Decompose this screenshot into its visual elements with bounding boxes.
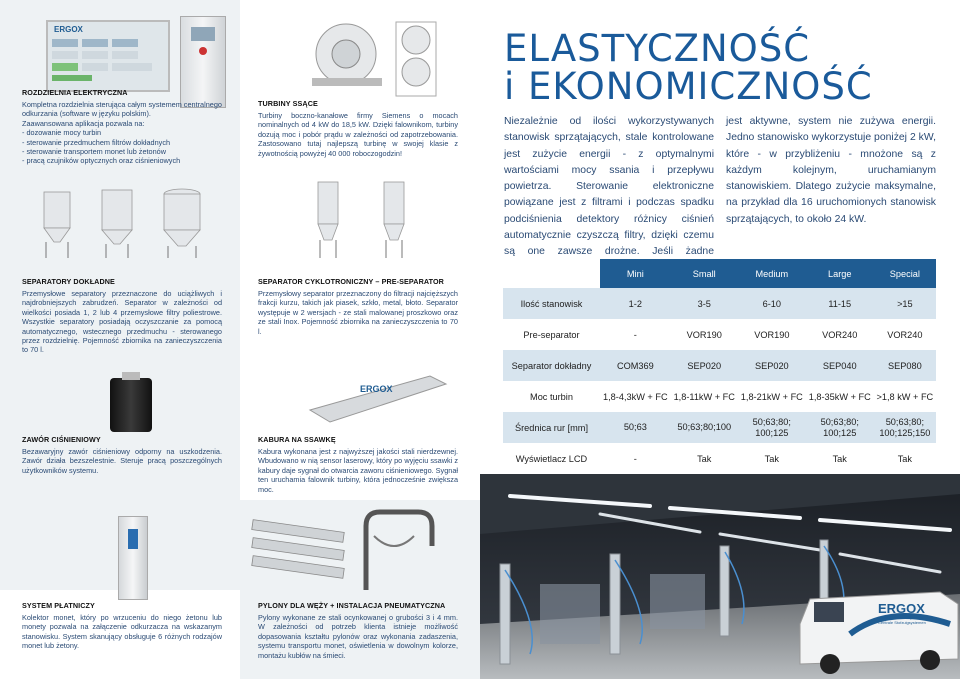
table-row [503,350,936,381]
row-label: Ilość stanowisk [503,288,600,319]
turbines-description: Turbiny boczno-kanałowe firmy Siemens o mocach nominalnych od 4 kW do 18,5 kW. Dzięki falownikom, turbiny dozują moc i pobór prądu w zależności od zapotrzebowania. Zastosowano tutaj najlepszą turbinę w swojej klasie z żywotnością powyżej 40 000 roboczogodzin! [258,111,458,158]
intro-column-1: Niezależnie od ilości wykorzystywanych stanowisk sprzątających, stale kontrolowane jest zużycie energii - z optymalnymi wartościami mocy ssania i przepływu powietrza. Sterowanie elektroniczne powiązane jest z filtrami i podczas spadku podciśnienia detektory różnicy ciśnień automatycznie czyszczą filtry, dzięki czemu są one zawsze drożne. Jeśli żadne [504,116,714,258]
headline-line-1: ELASTYCZNOŚĆ [504,27,811,70]
table-cell: Tak [697,453,712,464]
table-cell: Tak [832,453,847,464]
switchboard-line-2: Zaawansowana aplikacja pozwala na: [22,118,145,128]
table-cell: 3-5 [671,288,738,319]
table-cell: 50;63;80; 100;125 [738,412,806,443]
table-cell: VOR240 [887,329,923,340]
switchboard-title: ROZDZIELNIA ELEKTRYCZNA [22,88,128,97]
fine-separators-image [30,188,230,260]
row-label: Wyświetlacz LCD [515,453,588,464]
van-line-1: Central Vacuum Systems [878,615,923,620]
table-cell: VOR190 [686,329,722,340]
table-cell: 1,8-21kW + FC [740,391,803,402]
fine-separators-text [22,277,222,355]
table-cell: 1,8-4,3kW + FC [603,391,668,402]
valve-text [22,435,222,475]
table-cell: SEP040 [806,350,874,381]
table-row [503,381,936,412]
valve-title: ZAWÓR CIŚNIENIOWY [22,435,101,444]
spec-header-medium: Medium [738,259,806,288]
turbines-image [300,12,450,104]
spec-header-small: Small [671,259,738,288]
table-cell: >1,8 kW + FC [876,391,934,402]
table-cell: 50;63;80;100 [671,412,738,443]
holster-text [258,435,458,494]
pylons-text [258,601,458,660]
spec-header-special: Special [874,259,936,288]
van-line-2: Centrale Stofzuigsystemen [878,620,926,625]
table-cell: 11-15 [806,288,874,319]
table-cell: 50;63;80; 100;125 [806,412,874,443]
touchscreen-image [46,20,170,92]
holster-image [300,370,450,428]
table-cell: - [633,453,637,464]
table-cell: - [633,329,637,340]
payment-description: Kolektor monet, który po wrzuceniu do niego żetonu lub monety pozwala na załączenie odkurzacza na wskazanym stanowisku. System skanujący obsługuje 6 różnych rodzajów monet lub żetony. [22,613,222,651]
table-cell: 6-10 [738,288,806,319]
holster-title: KABURA NA SSAWKĘ [258,435,336,444]
switchboard-line-6: - pracą czujników optycznych oraz ciśnieniowych [22,156,181,166]
row-label: Separator dokładny [503,350,600,381]
spec-header-mini: Mini [600,259,671,288]
payment-text [22,601,222,651]
table-row [503,443,936,474]
screen-brand: ERGOX [54,25,83,34]
cyclone-separators-image [300,178,430,260]
cyclone-separator-description: Przemysłowy separator przeznaczony do filtracji najcięższych frakcji kurzu, takich jak piasek, szkło, metal, błoto. Separator występuje w 2 wersjach - ze stali malowanej proszkowo oraz ze stali Inox. Pojemność zbiornika na zanieczyszczenia to 70 l. [258,289,458,336]
table-cell: 50;63;80; 100;125;150 [874,412,936,443]
table-cell: 1,8-35kW + FC [808,391,871,402]
spec-header-large: Large [806,259,874,288]
switchboard-line-1: Kompletna rozdzielnia sterująca całym systemem centralnego odkurzania (software w języku polskim). [22,100,222,119]
turbines-title: TURBINY SSĄCE [258,99,318,108]
cyclone-separator-title: SEPARATOR CYKLOTRONICZNY – PRE-SEPARATOR [258,277,444,286]
fine-separators-description: Przemysłowe separatory przeznaczone do uciążliwych i najdrobniejszych zabrudzeń. Separator w zależności od wielkości posiada 1, 2 lub 4 przemysłowe filtry poliestrowe. Wszystkie separatory posiadają oczyszczanie za pomocą automatycznego, wstecznego przedmuchu - sterowanego przez rozdzielnię. Pojemność zbiornika na zanieczyszczenia to 70 l. [22,289,222,355]
row-label: Moc turbin [530,391,573,402]
holster-graphic [300,370,450,428]
table-row [503,288,936,319]
van-logo [878,602,958,625]
payment-title: SYSTEM PŁATNICZY [22,601,95,610]
cyclone-separator-text [258,277,458,336]
table-row [503,412,936,443]
table-cell: 1,8-11kW + FC [673,391,735,402]
carwash-scene [480,474,960,679]
headline-line-2: i EKONOMICZNOŚĆ [504,65,873,108]
switchboard-text [22,88,222,166]
holster-description: Kabura wykonana jest z najwyższej jakości stali nierdzewnej. Wbudowano w nią sensor laserowy, który po wyjęciu ssawki z kabury daje sygnał do otwarcia zaworu ciśnieniowego. Sygnał ten uruchamia falownik turbiny, która jednocześnie zwiększa moc. [258,447,458,494]
table-row [503,319,936,350]
pressure-valve-image [110,378,152,432]
pylon-image [354,506,444,592]
spec-table-header [503,259,936,288]
table-cell: VOR190 [754,329,790,340]
table-cell: SEP020 [671,350,738,381]
intro-column-2: jest aktywne, system nie zużywa energii. Jedno stanowisko wykorzystuje poniżej 2 kW, które - w przybliżeniu - mnożone są z każdym kolejnym, uruchamianym stanowiskiem. Dlatego zużycie maksymalne, na przykład dla 16 uruchomionych stanowisk sprzątających, to około 24 kW. [726,116,936,225]
switchboard-line-3: - dozowanie mocy turbin [22,128,102,138]
fine-separators-title: SEPARATORY DOKŁADNE [22,277,115,286]
table-cell: SEP020 [738,350,806,381]
spec-table [503,259,936,474]
coin-collector-image [118,516,148,600]
valve-description: Bezawaryjny zawór ciśnieniowy odporny na uszkodzenia. Zawór działa bezszelestnie. Steruje pracą poszczególnych użytkowników systemu. [22,447,222,475]
spec-header-empty [503,259,600,288]
switchboard-line-5: - sterowanie transportem monet lub żetonów [22,147,166,157]
pylons-description: Pylony wykonane ze stali ocynkowanej o grubości 3 i 4 mm. W zależności od potrzeb klienta istnieje możliwość dopasowania kształtu pylonów oraz wykonania zadaszenia, systemu transportu monet, oświetlenia w dowolnym kolorze, montażu kubłów na śmieci. [258,613,458,660]
row-label: Średnica rur [mm] [503,412,600,443]
table-cell: VOR240 [822,329,858,340]
van-brand: ERGOX [878,601,925,616]
table-cell: 50;63 [600,412,671,443]
switchboard-line-4: - sterowanie przedmuchem filtrów dokładnych [22,137,171,147]
table-cell: 1-2 [600,288,671,319]
table-cell: >15 [874,288,936,319]
row-label: Pre-separator [523,329,580,340]
table-cell: SEP080 [874,350,936,381]
headline [504,27,873,108]
carwash-photo [480,474,960,679]
table-cell: COM369 [600,350,671,381]
turbines-text [258,99,458,158]
pylons-title: PYLONY DLA WĘŻY + INSTALACJA PNEUMATYCZNA [258,601,446,610]
holster-brand: ERGOX [360,384,393,394]
table-cell: Tak [764,453,779,464]
table-cell: Tak [897,453,912,464]
screen-ui-graphic [48,37,164,85]
pipes-image [248,508,348,590]
